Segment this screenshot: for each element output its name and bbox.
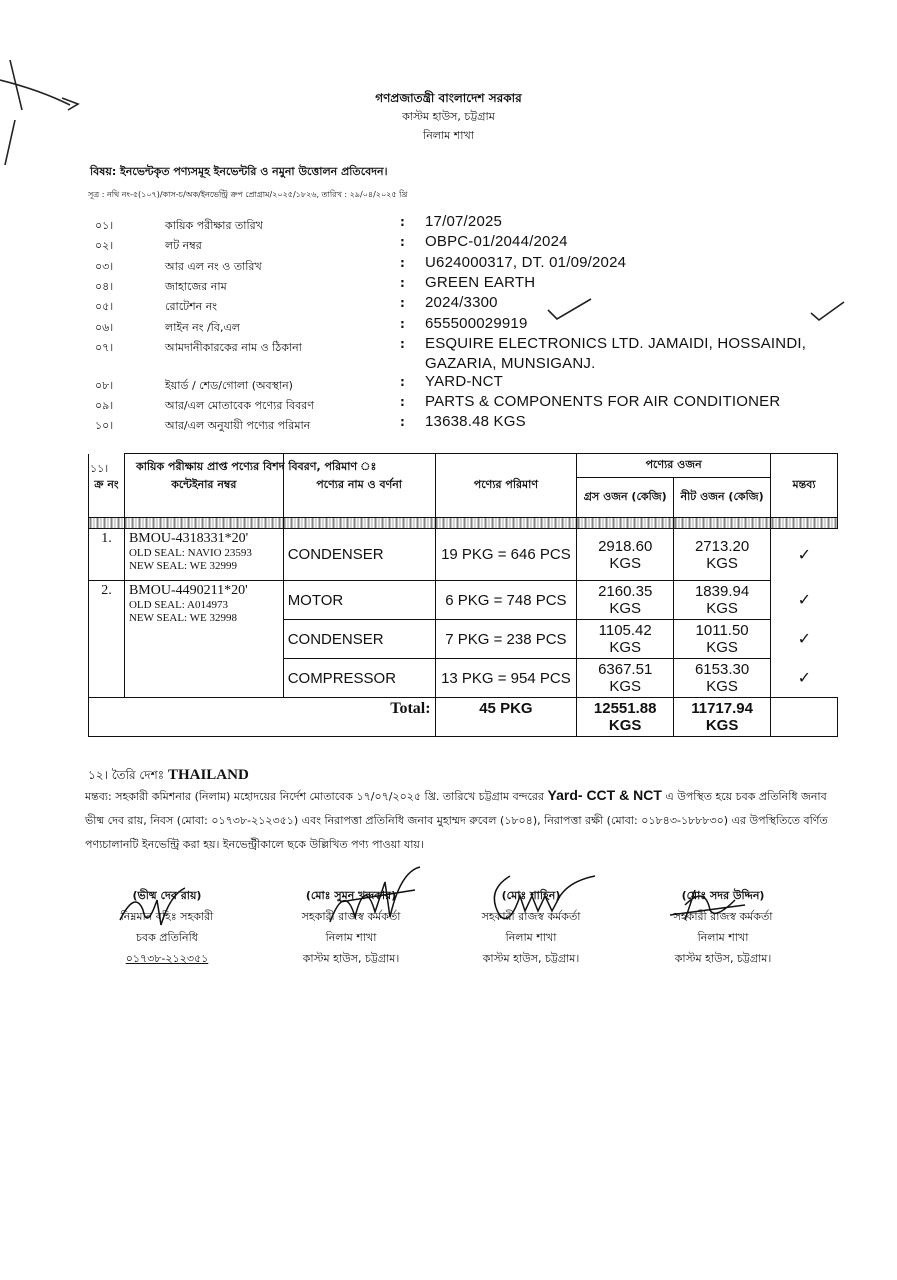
net-cell: 6153.30 KGS — [674, 659, 771, 698]
row-sl: 1. — [89, 529, 125, 581]
field-number: ০৫। — [95, 300, 114, 313]
signatory-line: কাস্টম হাউস, চট্টগ্রাম। — [674, 952, 772, 965]
signatory-line: নিম্নমান বহিঃ সহকারী — [120, 910, 214, 923]
col-gross-weight: গ্রস ওজন (কেজি) — [577, 478, 674, 518]
field-colon: : — [400, 375, 405, 389]
old-seal: OLD SEAL: NAVIO 23593 — [128, 547, 252, 559]
signatory-line: নিলাম শাখা — [325, 931, 377, 944]
container-cell — [124, 529, 283, 581]
signatory-line: চবক প্রতিনিধি — [136, 931, 198, 944]
field-label: লট নম্বর — [165, 239, 202, 252]
field-value: 17/07/2025 — [425, 213, 503, 230]
total-gross: 12551.88 KGS — [577, 698, 674, 737]
field-value: 655500029919 — [425, 315, 528, 332]
col-container: কন্টেইনার নম্বর — [124, 454, 283, 518]
gross-cell: 2918.60 KGS — [577, 529, 674, 581]
total-qty: 45 PKG — [435, 698, 577, 737]
signatory-line: নিলাম শাখা — [505, 931, 557, 944]
check-mark-icon — [808, 298, 848, 326]
tick-icon: ✓ — [797, 631, 811, 648]
signatory-line: সহকারী রাজস্ব কর্মকর্তা — [301, 910, 401, 923]
field-value: YARD-NCT — [425, 373, 503, 390]
goods-table — [88, 453, 838, 737]
field-colon: : — [400, 337, 405, 351]
field-number: ০৩। — [95, 260, 114, 273]
col-remark: মন্তব্য — [771, 454, 838, 518]
field-number: ১০। — [95, 419, 114, 432]
field-label: আমদানীকারকের নাম ও ঠিকানা — [165, 341, 302, 354]
col-sl: ক্র নং — [89, 454, 125, 518]
qty-cell: 19 PKG = 646 PCS — [435, 529, 577, 581]
field-row — [95, 235, 855, 255]
field-colon: : — [400, 276, 405, 290]
qty-cell: 7 PKG = 238 PCS — [435, 620, 577, 659]
field-number: ০৪। — [95, 280, 114, 293]
field-number: ০৯। — [95, 399, 114, 412]
desc-cell: COMPRESSOR — [283, 659, 435, 698]
field-row — [95, 215, 855, 235]
signatory-block — [628, 885, 818, 969]
field-row — [95, 256, 855, 276]
field-label: আর/এল মোতাবেক পণ্যের বিবরণ — [165, 399, 314, 412]
origin-num: ১২। — [88, 768, 108, 782]
tick-icon: ✓ — [797, 669, 811, 687]
remark-lead: মন্তব্য: সহকারী কমিশনার (নিলাম) মহোদয়ের নির্দেশ মোতাবেক ১৭/০৭/২০২৫ খ্রি. তারিখে চট্টগ্রাম বন্দরের — [85, 790, 545, 803]
signatory-line: সহকারী রাজস্ব কর্মকর্তা — [481, 910, 581, 923]
table-row — [89, 581, 838, 620]
total-label: Total: — [89, 698, 436, 737]
col-description: পণ্যের নাম ও বর্ণনা — [283, 454, 435, 518]
signatory-line: কাস্টম হাউস, চট্টগ্রাম। — [302, 952, 400, 965]
net-cell: 1011.50 KGS — [674, 620, 771, 659]
new-seal: NEW SEAL: WE 32999 — [128, 560, 237, 572]
remark-paragraph — [85, 783, 840, 857]
origin-label: তৈরি দেশঃ — [111, 768, 165, 782]
field-colon: : — [400, 415, 405, 429]
field-value: PARTS & COMPONENTS FOR AIR CONDITIONER — [425, 393, 781, 410]
field-number: ০৮। — [95, 379, 114, 392]
field-value: U624000317, DT. 01/09/2024 — [425, 254, 627, 271]
net-cell: 1839.94 KGS — [674, 581, 771, 620]
section-11-num: ১১। — [90, 462, 109, 475]
signatory-name: (মোঃ সদর উদ্দিন) — [681, 889, 765, 902]
field-colon: : — [400, 296, 405, 310]
field-row — [95, 415, 855, 435]
total-net: 11717.94 KGS — [674, 698, 771, 737]
field-row — [95, 317, 855, 337]
remark-yard: Yard- CCT & NCT — [547, 787, 662, 803]
field-label: আর এল নং ও তারিখ — [165, 260, 262, 273]
row-sl: 2. — [89, 581, 125, 698]
subject-line: বিষয়: ইনভেন্টকৃত পণ্যসমূহ ইনভেন্টরি ও নমুনা উত্তোলন প্রতিবেদন। — [90, 165, 388, 178]
col-net-weight: নীট ওজন (কেজি) — [674, 478, 771, 518]
signatory-block — [256, 885, 446, 969]
field-label: কায়িক পরীক্ষার তারিখ — [165, 219, 263, 232]
signatory-line: কাস্টম হাউস, চট্টগ্রাম। — [482, 952, 580, 965]
signatory-block — [436, 885, 626, 969]
remark-rest: এ উপস্থিত হয়ে চবক প্রতিনিধি জনাব ভীষ্ম দেব রায়, নিবস (মোবা: ০১৭৩৮-২১২৩৫১) এবং নিরাপত্তা প্রতিনিধি জনাব মুহাম্মদ রুবেল (১৮০৪), নিরাপত্তা রক্ষী (মোবা: ০১৮৪৩-১৮৮৮৩০) এর উপস্থিতিতে বর্ণিত পণ্যচালানটি ইনভেন্ট্রি করা হয়। ইনভেন্ট্রীকালে ছকে উল্লিখিত পণ্য পাওয়া যায়। — [85, 790, 828, 851]
desc-cell: MOTOR — [283, 581, 435, 620]
field-row — [95, 335, 855, 372]
field-row — [95, 296, 855, 316]
gross-cell: 1105.42 KGS — [577, 620, 674, 659]
field-colon: : — [400, 395, 405, 409]
field-label: রোটেশন নং — [165, 300, 217, 313]
total-row — [89, 698, 838, 737]
field-label: লাইন নং /বি,এল — [165, 321, 241, 334]
origin-value: THAILAND — [167, 767, 249, 783]
field-label: আর/এল অনুযায়ী পণ্যের পরিমান — [165, 419, 311, 432]
signatory-name: (মোঃ সুমন খন্দকার) — [305, 889, 397, 902]
field-value-continued: GAZARIA, MUNSIGANJ. — [425, 355, 596, 372]
field-colon: : — [400, 215, 405, 229]
signatory-line: ০১৭৩৮-২১২৩৫১ — [125, 952, 209, 965]
qty-cell: 6 PKG = 748 PCS — [435, 581, 577, 620]
field-label: জাহাজের নাম — [165, 280, 227, 293]
signatory-line: সহকারী রাজস্ব কর্মকর্তা — [673, 910, 773, 923]
signatory-block — [72, 885, 262, 969]
desc-cell: CONDENSER — [283, 529, 435, 581]
tick-icon: ✓ — [797, 592, 811, 609]
table-row — [89, 529, 838, 581]
signatory-name: (মোঃ শাহিন) — [501, 889, 561, 902]
qty-cell: 13 PKG = 954 PCS — [435, 659, 577, 698]
office-title: কাস্টম হাউস, চট্টগ্রাম — [402, 110, 495, 123]
field-value: GREEN EARTH — [425, 274, 536, 291]
container-cell — [124, 581, 283, 698]
gross-cell: 2160.35 KGS — [577, 581, 674, 620]
tick-icon: ✓ — [797, 546, 811, 564]
field-number: ০৬। — [95, 321, 114, 334]
field-label: ইয়ার্ড / শেড/গোলা (অবস্থান) — [165, 379, 293, 392]
field-value: OBPC-01/2044/2024 — [425, 233, 568, 250]
check-mark-icon — [545, 295, 595, 325]
old-seal: OLD SEAL: A014973 — [128, 599, 228, 611]
field-colon: : — [400, 235, 405, 249]
field-number: ০১। — [95, 219, 114, 232]
gov-title: গণপ্রজাতন্ত্রী বাংলাদেশ সরকার — [375, 91, 522, 105]
field-row — [95, 375, 855, 395]
net-cell: 2713.20 KGS — [674, 529, 771, 581]
signatory-name: (ভীষ্ম দেব রায়) — [132, 889, 202, 902]
field-colon: : — [400, 317, 405, 331]
gross-cell: 6367.51 KGS — [577, 659, 674, 698]
field-colon: : — [400, 256, 405, 270]
branch-title: নিলাম শাখা — [423, 129, 474, 142]
field-value: ESQUIRE ELECTRONICS LTD. JAMAIDI, HOSSAINDI, — [425, 335, 807, 352]
field-value: 13638.48 KGS — [425, 413, 526, 430]
desc-cell: CONDENSER — [283, 620, 435, 659]
col-weight: পণ্যের ওজন — [577, 454, 771, 478]
container-number: BMOU-4318331*20' — [128, 531, 249, 546]
section-11-title: কায়িক পরীক্ষায় প্রাপ্ত পণ্যের বিশদ বিবরণ, পরিমাণ ঃ — [136, 460, 377, 473]
field-row — [95, 276, 855, 296]
signatory-line: নিলাম শাখা — [697, 931, 749, 944]
col-quantity: পণ্যের পরিমাণ — [435, 454, 577, 518]
field-value: 2024/3300 — [425, 294, 498, 311]
field-number: ০৭। — [95, 341, 114, 354]
container-number: BMOU-4490211*20' — [128, 583, 248, 598]
reference-line: সূত্র : নথি নং-৫(১০৭)/কাস-চ/অক/ইনভেন্ট্রি ক্রপ প্রোগ্রাম/২০২৫/১৮২৬, তারিখ : ২৯/০৪/২০২৫ খ্রি — [88, 190, 408, 199]
field-row — [95, 395, 855, 415]
new-seal: NEW SEAL: WE 32998 — [128, 612, 237, 624]
field-number: ০২। — [95, 239, 114, 252]
